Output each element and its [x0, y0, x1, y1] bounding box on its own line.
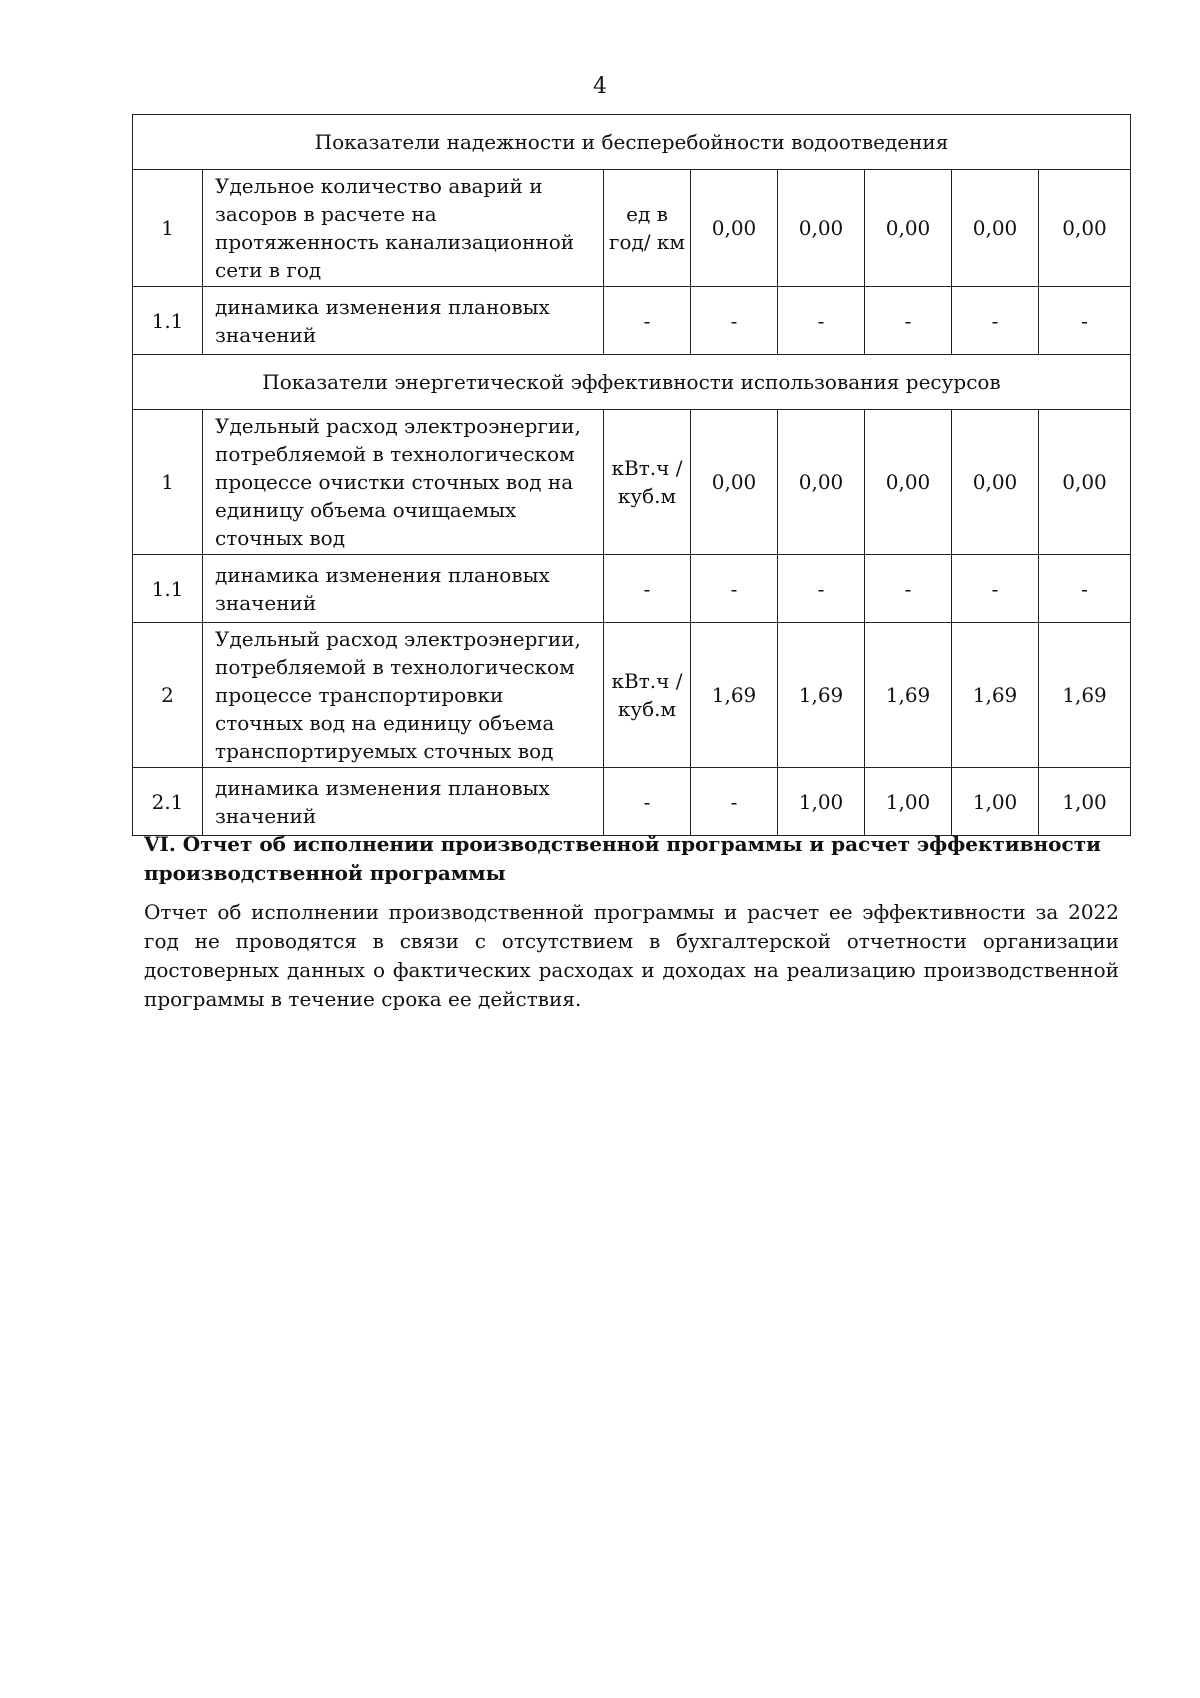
value-cell: 0,00	[691, 170, 778, 287]
value-cell: -	[778, 555, 865, 623]
value-cell: 0,00	[778, 410, 865, 555]
section-vi-paragraph: Отчет об исполнении производственной программы и расчет ее эффективности за 2022 год не проводятся в связи с отсутствием в бухгалтерской отчетности организации достоверных данных о фактических расходах и доходах на реализацию производственной программы в течение срока ее действия.	[144, 900, 1119, 1011]
value-cell: 0,00	[691, 410, 778, 555]
table-row	[133, 768, 1131, 836]
value-cell: 0,00	[952, 170, 1039, 287]
row-number: 1.1	[133, 555, 203, 623]
value-cell: 1,00	[1039, 768, 1131, 836]
value-cell: 0,00	[952, 410, 1039, 555]
value-cell: -	[952, 287, 1039, 355]
section-title: Показатели надежности и бесперебойности водоотведения	[133, 115, 1131, 170]
indicator-name: динамика изменения плановых значений	[203, 768, 604, 836]
indicator-name: Удельное количество аварий и засоров в расчете на протяженность канализационной сети в год	[203, 170, 604, 287]
table-row	[133, 623, 1131, 768]
unit-cell: -	[604, 287, 691, 355]
value-cell: -	[691, 555, 778, 623]
value-cell: 1,00	[952, 768, 1039, 836]
row-number: 2.1	[133, 768, 203, 836]
value-cell: 1,69	[778, 623, 865, 768]
unit-cell: -	[604, 555, 691, 623]
value-cell: 1,69	[691, 623, 778, 768]
value-cell: -	[778, 287, 865, 355]
value-cell: -	[865, 287, 952, 355]
table-row	[133, 410, 1131, 555]
table-row	[133, 555, 1131, 623]
value-cell: -	[1039, 555, 1131, 623]
value-cell: 1,69	[865, 623, 952, 768]
value-cell: 1,00	[865, 768, 952, 836]
page-number: 4	[593, 74, 607, 99]
value-cell: 0,00	[865, 410, 952, 555]
value-cell: -	[1039, 287, 1131, 355]
unit-cell: кВт.ч / куб.м	[604, 410, 691, 555]
value-cell: 0,00	[778, 170, 865, 287]
row-number: 2	[133, 623, 203, 768]
section-title: Показатели энергетической эффективности использования ресурсов	[133, 355, 1131, 410]
value-cell: -	[691, 768, 778, 836]
indicator-name: динамика изменения плановых значений	[203, 555, 604, 623]
row-number: 1	[133, 170, 203, 287]
section-header-row	[133, 355, 1131, 410]
indicator-name: динамика изменения плановых значений	[203, 287, 604, 355]
indicator-name: Удельный расход электроэнергии, потребляемой в технологическом процессе транспортировки сточных вод на единицу объема транспортируемых сточных вод	[203, 623, 604, 768]
value-cell: 1,69	[1039, 623, 1131, 768]
section-vi-heading: VI. Отчет об исполнении производственной программы и расчет эффективности производственной программы	[144, 832, 1101, 885]
value-cell: -	[865, 555, 952, 623]
indicators-table	[132, 114, 1131, 836]
unit-cell: ед в год/ км	[604, 170, 691, 287]
indicator-name: Удельный расход электроэнергии, потребляемой в технологическом процессе очистки сточных вод на единицу объема очищаемых сточных вод	[203, 410, 604, 555]
value-cell: 1,00	[778, 768, 865, 836]
table-row	[133, 287, 1131, 355]
unit-cell: кВт.ч / куб.м	[604, 623, 691, 768]
value-cell: -	[691, 287, 778, 355]
row-number: 1.1	[133, 287, 203, 355]
row-number: 1	[133, 410, 203, 555]
value-cell: 0,00	[1039, 170, 1131, 287]
section-header-row	[133, 115, 1131, 170]
value-cell: 0,00	[1039, 410, 1131, 555]
table-row	[133, 170, 1131, 287]
value-cell: 1,69	[952, 623, 1039, 768]
value-cell: -	[952, 555, 1039, 623]
unit-cell: -	[604, 768, 691, 836]
value-cell: 0,00	[865, 170, 952, 287]
